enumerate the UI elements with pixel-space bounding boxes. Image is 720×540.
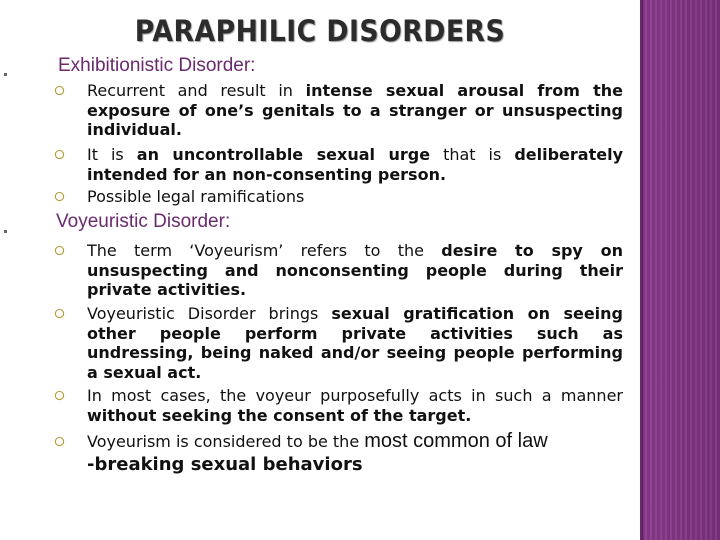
item-text: In most cases, the voyeur purposefully acts in such a manner without seeking the consent of the target.	[87, 386, 623, 425]
hollow-circle-bullet-icon	[54, 85, 65, 96]
hollow-circle-bullet-icon	[54, 390, 65, 401]
hollow-circle-bullet-icon	[54, 149, 65, 160]
hollow-circle-bullet-icon	[54, 436, 65, 447]
square-bullet-icon	[4, 230, 7, 233]
hollow-circle-bullet-icon	[54, 191, 65, 202]
item-text: Possible legal ramifications	[87, 187, 305, 206]
item-text: Recurrent and result in intense sexual arousal from the exposure of one’s genitals to a stranger or unsuspecting individual.	[87, 81, 623, 139]
item-text: Voyeurism is considered to be the most common of law -breaking sexual behaviors	[87, 430, 548, 475]
decorative-sidebar	[640, 0, 720, 540]
section-heading-exhibitionistic: Exhibitionistic Disorder:	[58, 55, 256, 76]
item-text: It is an uncontrollable sexual urge that is deliberately intended for an non-consenting person.	[87, 145, 624, 184]
section-heading-voyeuristic: Voyeuristic Disorder:	[56, 211, 231, 232]
hollow-circle-bullet-icon	[54, 245, 65, 256]
hollow-circle-bullet-icon	[54, 308, 65, 319]
item-text: Voyeuristic Disorder brings sexual gratification on seeing other people perform private activities such as undressing, being naked and/or seeing people performing a sexual act.	[87, 304, 623, 382]
page-title: PARAPHILIC DISORDERS	[134, 14, 506, 48]
square-bullet-icon	[4, 73, 7, 76]
item-text: The term ‘Voyeurism’ refers to the desire to spy on unsuspecting and nonconsenting people during their private activities.	[87, 241, 623, 299]
